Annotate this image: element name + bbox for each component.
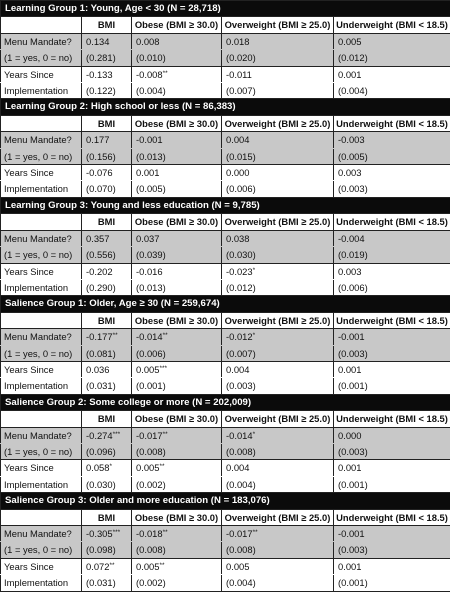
std-error-cell: (0.031) <box>82 378 132 394</box>
std-error-row <box>1 378 450 394</box>
std-error-row <box>1 83 450 99</box>
estimate-value: 0.001 <box>136 167 159 178</box>
estimate-cell <box>222 66 334 82</box>
std-error-cell: (0.019) <box>334 247 450 263</box>
estimate-cell <box>334 361 450 377</box>
std-error-cell: (0.001) <box>334 476 450 492</box>
std-error-cell: (0.031) <box>82 575 132 591</box>
row-sublabel: Implementation <box>1 378 82 394</box>
std-error-cell: (0.039) <box>132 247 222 263</box>
header-blank-cell <box>1 115 82 131</box>
row-sublabel: Implementation <box>1 279 82 295</box>
std-error-cell: (0.006) <box>132 345 222 361</box>
group-title: Salience Group 1: Older, Age ≥ 30 (N = 259,674) <box>1 296 450 312</box>
estimate-row <box>1 460 450 476</box>
row-label: Menu Mandate? <box>1 526 82 542</box>
row-sublabel: (1 = yes, 0 = no) <box>1 50 82 66</box>
group-title-row <box>1 493 450 509</box>
column-header-row <box>1 115 450 131</box>
significance-stars: ** <box>159 562 164 569</box>
estimate-cell <box>222 427 334 443</box>
estimate-cell <box>132 66 222 82</box>
estimate-value: 0.004 <box>226 134 249 145</box>
std-error-cell: (0.096) <box>82 443 132 459</box>
column-header: Underweight (BMI < 18.5) <box>334 411 450 427</box>
significance-stars: ** <box>163 529 168 536</box>
std-error-row <box>1 476 450 492</box>
estimate-cell <box>334 558 450 574</box>
column-header: Obese (BMI ≥ 30.0) <box>132 312 222 328</box>
std-error-cell: (0.007) <box>222 83 334 99</box>
significance-stars: ** <box>159 463 164 470</box>
column-header: BMI <box>82 312 132 328</box>
row-label: Years Since <box>1 361 82 377</box>
estimate-value: -0.016 <box>136 266 163 277</box>
std-error-cell: (0.013) <box>132 148 222 164</box>
significance-stars: ** <box>163 431 168 438</box>
std-error-cell: (0.008) <box>132 542 222 558</box>
estimate-cell <box>334 427 450 443</box>
row-label: Years Since <box>1 66 82 82</box>
estimate-cell <box>222 329 334 345</box>
estimate-cell <box>82 427 132 443</box>
estimate-cell <box>82 132 132 148</box>
estimate-cell <box>132 427 222 443</box>
std-error-cell: (0.070) <box>82 181 132 197</box>
estimate-row <box>1 329 450 345</box>
group-title: Learning Group 3: Young and less education (N = 9,785) <box>1 197 450 213</box>
group-title: Salience Group 2: Some college or more (N = 202,009) <box>1 394 450 410</box>
estimate-cell <box>82 361 132 377</box>
significance-stars: *** <box>113 431 121 438</box>
estimate-value: -0.202 <box>86 266 113 277</box>
estimate-cell <box>334 66 450 82</box>
column-header: Overweight (BMI ≥ 25.0) <box>222 214 334 230</box>
std-error-cell: (0.012) <box>334 50 450 66</box>
std-error-cell: (0.004) <box>222 575 334 591</box>
estimate-cell <box>334 33 450 49</box>
estimate-cell <box>82 165 132 181</box>
column-header: BMI <box>82 411 132 427</box>
std-error-cell: (0.003) <box>334 345 450 361</box>
estimate-value: 0.134 <box>86 36 109 47</box>
estimate-value: 0.036 <box>86 364 109 375</box>
column-header: BMI <box>82 214 132 230</box>
std-error-cell: (0.081) <box>82 345 132 361</box>
column-header: Underweight (BMI < 18.5) <box>334 312 450 328</box>
estimate-cell <box>82 460 132 476</box>
row-sublabel: Implementation <box>1 575 82 591</box>
std-error-cell: (0.556) <box>82 247 132 263</box>
estimate-value: -0.076 <box>86 167 113 178</box>
group-title: Learning Group 1: Young, Age < 30 (N = 28,718) <box>1 1 450 17</box>
group-title-row <box>1 99 450 115</box>
estimate-cell <box>82 329 132 345</box>
row-sublabel: (1 = yes, 0 = no) <box>1 345 82 361</box>
column-header: Overweight (BMI ≥ 25.0) <box>222 509 334 525</box>
estimate-value: 0.357 <box>86 233 109 244</box>
estimate-value: -0.008 <box>136 69 163 80</box>
std-error-cell: (0.010) <box>132 50 222 66</box>
estimate-value: 0.003 <box>338 266 361 277</box>
row-label: Menu Mandate? <box>1 329 82 345</box>
std-error-cell: (0.001) <box>334 378 450 394</box>
estimate-cell <box>334 329 450 345</box>
estimate-cell <box>132 526 222 542</box>
std-error-cell: (0.122) <box>82 83 132 99</box>
significance-stars: ** <box>109 562 114 569</box>
estimate-value: 0.000 <box>226 167 249 178</box>
estimate-row <box>1 427 450 443</box>
std-error-cell: (0.281) <box>82 50 132 66</box>
row-label: Menu Mandate? <box>1 427 82 443</box>
estimate-row <box>1 132 450 148</box>
std-error-cell: (0.004) <box>132 83 222 99</box>
std-error-cell: (0.012) <box>222 279 334 295</box>
std-error-cell: (0.002) <box>132 575 222 591</box>
std-error-cell: (0.030) <box>82 476 132 492</box>
column-header: Obese (BMI ≥ 30.0) <box>132 17 222 33</box>
estimate-value: 0.058 <box>86 462 109 473</box>
column-header: Overweight (BMI ≥ 25.0) <box>222 115 334 131</box>
significance-stars: * <box>253 431 256 438</box>
std-error-cell: (0.003) <box>334 443 450 459</box>
estimate-row <box>1 165 450 181</box>
row-sublabel: (1 = yes, 0 = no) <box>1 542 82 558</box>
estimate-value: 0.001 <box>338 69 361 80</box>
estimate-cell <box>222 526 334 542</box>
estimate-cell <box>334 263 450 279</box>
row-label: Years Since <box>1 263 82 279</box>
estimate-value: -0.012 <box>226 331 253 342</box>
std-error-cell: (0.015) <box>222 148 334 164</box>
estimate-value: -0.001 <box>338 528 365 539</box>
estimate-row <box>1 230 450 246</box>
std-error-cell: (0.008) <box>222 542 334 558</box>
estimate-cell <box>222 263 334 279</box>
significance-stars: *** <box>159 365 167 372</box>
estimate-cell <box>82 66 132 82</box>
column-header: Overweight (BMI ≥ 25.0) <box>222 411 334 427</box>
estimate-value: 0.004 <box>226 364 249 375</box>
estimate-cell <box>82 263 132 279</box>
group-title-row <box>1 394 450 410</box>
estimate-value: -0.001 <box>136 134 163 145</box>
row-sublabel: Implementation <box>1 476 82 492</box>
column-header: BMI <box>82 17 132 33</box>
estimate-cell <box>132 165 222 181</box>
estimate-value: -0.023 <box>226 266 253 277</box>
estimate-value: -0.018 <box>136 528 163 539</box>
estimate-cell <box>222 33 334 49</box>
std-error-row <box>1 279 450 295</box>
estimate-cell <box>334 230 450 246</box>
header-blank-cell <box>1 312 82 328</box>
std-error-row <box>1 443 450 459</box>
column-header: BMI <box>82 509 132 525</box>
estimate-cell <box>82 558 132 574</box>
group-title-row <box>1 296 450 312</box>
std-error-row <box>1 50 450 66</box>
estimate-cell <box>82 230 132 246</box>
std-error-cell: (0.001) <box>132 378 222 394</box>
estimate-value: 0.008 <box>136 36 159 47</box>
estimate-cell <box>222 558 334 574</box>
row-label: Menu Mandate? <box>1 230 82 246</box>
std-error-cell: (0.005) <box>334 148 450 164</box>
significance-stars: * <box>109 463 112 470</box>
std-error-row <box>1 148 450 164</box>
column-header: Underweight (BMI < 18.5) <box>334 214 450 230</box>
column-header: BMI <box>82 115 132 131</box>
estimate-cell <box>222 460 334 476</box>
estimate-row <box>1 263 450 279</box>
estimate-value: -0.017 <box>136 430 163 441</box>
estimate-value: -0.017 <box>226 528 253 539</box>
estimate-cell <box>222 165 334 181</box>
estimate-value: 0.038 <box>226 233 249 244</box>
estimate-value: 0.001 <box>338 561 361 572</box>
std-error-cell: (0.098) <box>82 542 132 558</box>
row-label: Years Since <box>1 558 82 574</box>
row-sublabel: (1 = yes, 0 = no) <box>1 247 82 263</box>
estimate-cell <box>132 132 222 148</box>
std-error-cell: (0.006) <box>334 279 450 295</box>
significance-stars: ** <box>253 529 258 536</box>
estimate-value: -0.014 <box>136 331 163 342</box>
estimate-cell <box>132 329 222 345</box>
std-error-cell: (0.290) <box>82 279 132 295</box>
significance-stars: * <box>253 267 256 274</box>
row-label: Years Since <box>1 460 82 476</box>
estimate-cell <box>132 558 222 574</box>
group-title-row <box>1 1 450 17</box>
estimate-value: 0.005 <box>136 561 159 572</box>
row-label: Menu Mandate? <box>1 132 82 148</box>
column-header: Obese (BMI ≥ 30.0) <box>132 509 222 525</box>
estimate-value: 0.005 <box>136 462 159 473</box>
row-sublabel: (1 = yes, 0 = no) <box>1 148 82 164</box>
estimate-value: 0.037 <box>136 233 159 244</box>
estimate-value: -0.133 <box>86 69 113 80</box>
std-error-cell: (0.003) <box>334 542 450 558</box>
estimate-cell <box>334 165 450 181</box>
column-header: Underweight (BMI < 18.5) <box>334 509 450 525</box>
column-header: Overweight (BMI ≥ 25.0) <box>222 312 334 328</box>
estimate-cell <box>132 263 222 279</box>
std-error-cell: (0.002) <box>132 476 222 492</box>
std-error-row <box>1 181 450 197</box>
column-header-row <box>1 214 450 230</box>
estimate-row <box>1 361 450 377</box>
std-error-cell: (0.005) <box>132 181 222 197</box>
std-error-cell: (0.001) <box>334 575 450 591</box>
row-label: Years Since <box>1 165 82 181</box>
estimate-value: 0.018 <box>226 36 249 47</box>
estimate-cell <box>132 361 222 377</box>
std-error-cell: (0.003) <box>334 181 450 197</box>
std-error-row <box>1 542 450 558</box>
header-blank-cell <box>1 509 82 525</box>
std-error-cell: (0.008) <box>222 443 334 459</box>
row-sublabel: Implementation <box>1 181 82 197</box>
header-blank-cell <box>1 214 82 230</box>
estimate-value: -0.003 <box>338 134 365 145</box>
estimate-value: -0.004 <box>338 233 365 244</box>
column-header: Obese (BMI ≥ 30.0) <box>132 115 222 131</box>
column-header: Underweight (BMI < 18.5) <box>334 17 450 33</box>
std-error-cell: (0.008) <box>132 443 222 459</box>
column-header: Obese (BMI ≥ 30.0) <box>132 411 222 427</box>
estimate-cell <box>132 230 222 246</box>
group-title: Learning Group 2: High school or less (N = 86,383) <box>1 99 450 115</box>
estimate-value: 0.001 <box>338 364 361 375</box>
std-error-cell: (0.003) <box>222 378 334 394</box>
estimate-row <box>1 66 450 82</box>
std-error-cell: (0.013) <box>132 279 222 295</box>
estimate-value: 0.003 <box>338 167 361 178</box>
std-error-cell: (0.020) <box>222 50 334 66</box>
estimate-value: -0.001 <box>338 331 365 342</box>
estimate-cell <box>222 230 334 246</box>
group-title-row <box>1 197 450 213</box>
estimate-value: 0.001 <box>338 462 361 473</box>
estimate-value: 0.072 <box>86 561 109 572</box>
column-header-row <box>1 411 450 427</box>
column-header-row <box>1 17 450 33</box>
estimate-value: 0.004 <box>226 462 249 473</box>
estimate-cell <box>222 132 334 148</box>
estimate-value: -0.011 <box>226 69 252 80</box>
estimate-value: 0.000 <box>338 430 361 441</box>
estimate-cell <box>334 132 450 148</box>
estimate-value: 0.005 <box>136 364 159 375</box>
std-error-cell: (0.007) <box>222 345 334 361</box>
estimate-row <box>1 558 450 574</box>
estimate-cell <box>82 526 132 542</box>
column-header: Underweight (BMI < 18.5) <box>334 115 450 131</box>
row-sublabel: (1 = yes, 0 = no) <box>1 443 82 459</box>
estimate-cell <box>132 460 222 476</box>
row-sublabel: Implementation <box>1 83 82 99</box>
row-label: Menu Mandate? <box>1 33 82 49</box>
estimate-row <box>1 33 450 49</box>
std-error-cell: (0.156) <box>82 148 132 164</box>
significance-stars: ** <box>163 332 168 339</box>
estimate-value: 0.177 <box>86 134 109 145</box>
significance-stars: *** <box>113 529 121 536</box>
significance-stars: * <box>253 332 256 339</box>
significance-stars: ** <box>163 70 168 77</box>
std-error-row <box>1 247 450 263</box>
column-header-row <box>1 312 450 328</box>
std-error-row <box>1 345 450 361</box>
estimate-value: -0.177 <box>86 331 113 342</box>
estimate-cell <box>82 33 132 49</box>
column-header: Obese (BMI ≥ 30.0) <box>132 214 222 230</box>
estimate-cell <box>222 361 334 377</box>
estimate-value: 0.005 <box>338 36 361 47</box>
significance-stars: ** <box>113 332 118 339</box>
std-error-cell: (0.004) <box>222 476 334 492</box>
estimate-cell <box>334 526 450 542</box>
std-error-cell: (0.004) <box>334 83 450 99</box>
group-title: Salience Group 3: Older and more education (N = 183,076) <box>1 493 450 509</box>
estimate-value: -0.305 <box>86 528 113 539</box>
header-blank-cell <box>1 17 82 33</box>
estimate-value: -0.274 <box>86 430 113 441</box>
estimate-value: -0.014 <box>226 430 253 441</box>
column-header: Overweight (BMI ≥ 25.0) <box>222 17 334 33</box>
estimate-value: 0.005 <box>226 561 249 572</box>
estimate-cell <box>132 33 222 49</box>
estimate-cell <box>334 460 450 476</box>
std-error-cell: (0.006) <box>222 181 334 197</box>
estimate-row <box>1 526 450 542</box>
column-header-row <box>1 509 450 525</box>
std-error-cell: (0.030) <box>222 247 334 263</box>
header-blank-cell <box>1 411 82 427</box>
